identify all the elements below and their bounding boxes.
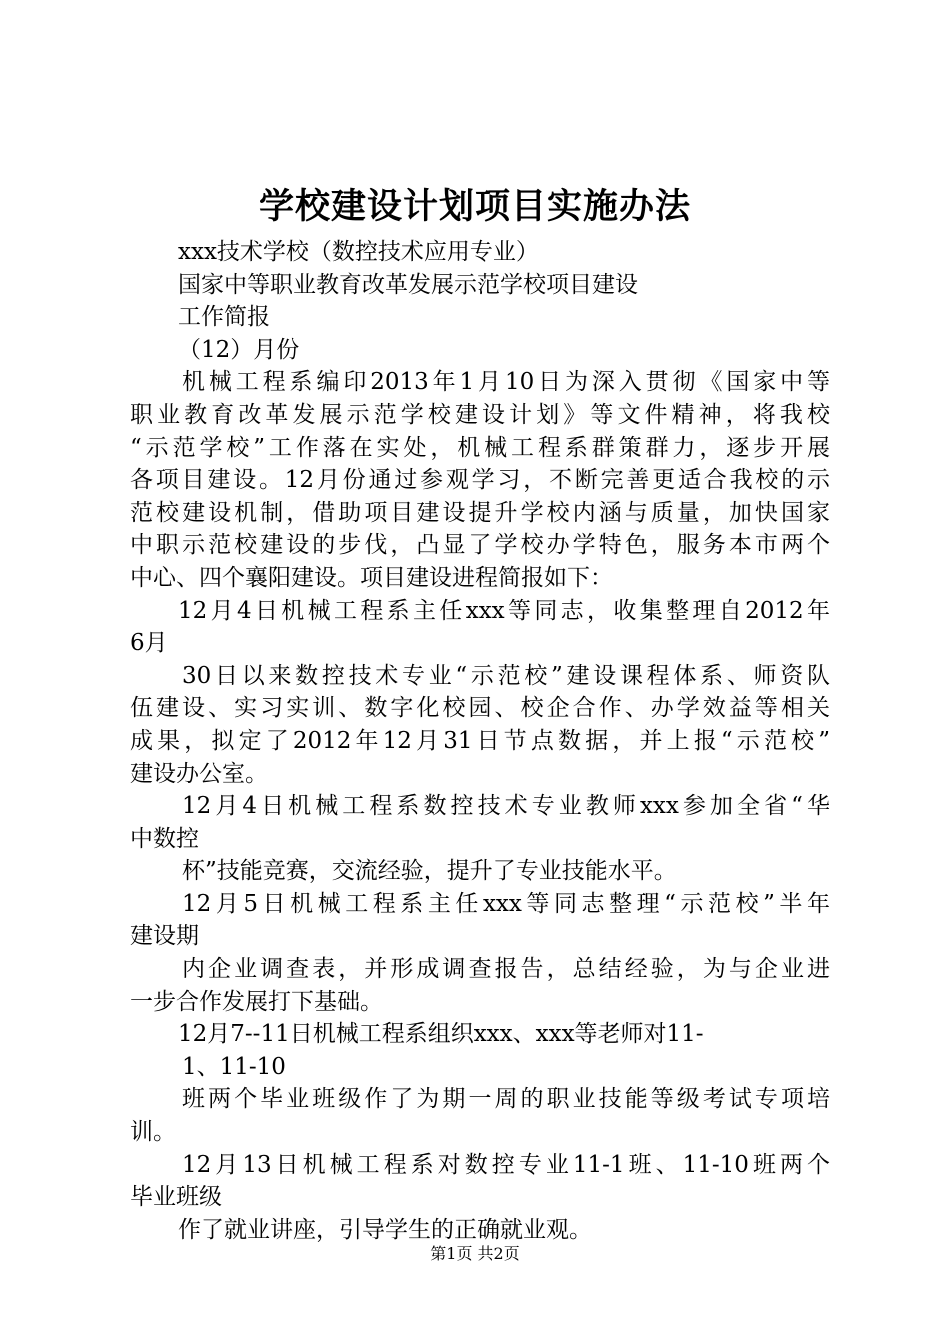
text-line: 内企业调查表，并形成调查报告，总结经验，为与企业进 — [182, 956, 830, 983]
text-line: 机械工程系编印2013年1月10日为深入贯彻《国家中等 — [182, 369, 830, 396]
text-line: 工作简报 — [178, 304, 270, 331]
document-body — [130, 236, 830, 1246]
text-line: 12月4日机械工程系主任xxx等同志，收集整理自2012年 — [178, 597, 830, 624]
page-number-footer: 第1页 共2页 — [430, 1244, 520, 1263]
text-line: 12月5日机械工程系主任xxx等同志整理“示范校”半年 — [182, 890, 830, 917]
text-line: 中数控 — [130, 825, 199, 852]
text-line: （12）月份 — [178, 336, 300, 363]
text-line: 中心、四个襄阳建设。项目建设进程简报如下： — [130, 564, 613, 591]
text-line: 30日以来数控技术专业“示范校”建设课程体系、师资队 — [182, 662, 830, 689]
text-line: 建设期 — [130, 923, 199, 950]
text-line: 毕业班级 — [130, 1184, 222, 1211]
text-line: “示范学校”工作落在实处，机械工程系群策群力，逐步开展 — [130, 434, 830, 461]
text-line: xxx技术学校（数控技术应用专业） — [178, 239, 539, 265]
text-line: 作了就业讲座，引导学生的正确就业观。 — [178, 1216, 592, 1243]
text-line: 12月4日机械工程系数控技术专业教师xxx参加全省“华 — [182, 793, 830, 820]
text-line: 范校建设机制，借助项目建设提升学校内涵与质量，加快国家 — [130, 499, 830, 526]
document-title: 学校建设计划项目实施办法 — [258, 187, 691, 227]
text-line: 6月 — [130, 630, 168, 657]
text-line: 1、11-10 — [182, 1053, 286, 1080]
text-line: 中职示范校建设的步伐，凸显了学校办学特色，服务本市两个 — [130, 532, 830, 559]
text-line: 职业教育改革发展示范学校建设计划》等文件精神，将我校 — [130, 401, 830, 428]
text-line: 建设办公室。 — [130, 760, 268, 787]
text-line: 一步合作发展打下基础。 — [130, 988, 383, 1015]
text-line: 训。 — [130, 1119, 176, 1146]
text-line: 国家中等职业教育改革发展示范学校项目建设 — [178, 271, 638, 298]
text-line: 杯”技能竞赛，交流经验，提升了专业技能水平。 — [182, 858, 677, 885]
text-line: 伍建设、实习实训、数字化校园、校企合作、办学效益等相关 — [130, 695, 830, 722]
text-line: 班两个毕业班级作了为期一周的职业技能等级考试专项培 — [182, 1086, 830, 1113]
text-line: 成果，拟定了2012年12月31日节点数据，并上报“示范校” — [130, 727, 830, 754]
text-line: 12月7--11日机械工程系组织xxx、xxx等老师对11- — [178, 1021, 704, 1048]
text-line: 各项目建设。12月份通过参观学习，不断完善更适合我校的示 — [130, 467, 830, 494]
text-line: 12月13日机械工程系对数控专业11-1班、11-10班两个 — [182, 1151, 830, 1178]
